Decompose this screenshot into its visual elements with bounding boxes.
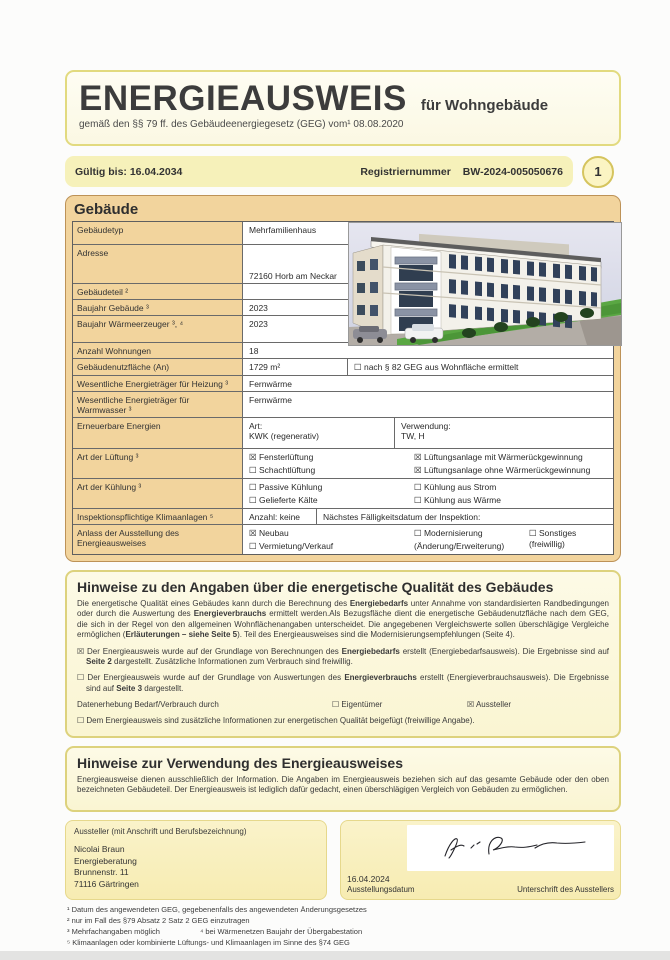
registration <box>360 166 563 178</box>
row-value: 2023 <box>249 319 268 329</box>
checkbox-aussteller: ☒ Aussteller <box>467 700 512 710</box>
quality-paragraph: Die energetische Qualität eines Gebäudes kann durch die Berechnung des Energiebedarfs unter Annahme von standardisierten Randbedingungen oder durch die Auswertung des Energieverbrauchs ermittelt werden.Als Bezugsfläche dient die energetische Gebäudenutzfläche nach dem GEG, die sich in der Regel von den allgemeinen Wohnflächenangaben unterscheidet. Die angegebenen Vergleichswerte sollen überschlägige Vergleiche ermöglichen (Erläuterungen – siehe Seite 5). Teil des Energieausweises sind die Modernisierungsempfehlungen (Seite 4). <box>77 599 610 640</box>
art-label: Art: <box>249 421 263 431</box>
row-label: Gebäudeteil ² <box>73 284 243 299</box>
document-header <box>65 70 621 146</box>
checkbox-verbrauchsausweis: ☐ Der Energieausweis wurde auf der Grundlage von Auswertungen des Energieverbrauchs erstellt (Energieverbrauchsausweis). Die Ergebnisse sind auf Seite 3 dargestellt. <box>77 673 609 693</box>
checkbox-schachtlueftung: ☐ Schachtlüftung <box>249 465 316 475</box>
usage-notes-section <box>65 746 621 813</box>
issuer-signature-box <box>340 820 621 900</box>
usage-notes-title: Hinweise zur Verwendung des Energieausweises <box>77 754 404 771</box>
wohnflaeche-checkbox: ☐ nach § 82 GEG aus Wohnfläche ermittelt <box>354 362 519 372</box>
table-row-energietraeger-heizung <box>73 375 613 391</box>
row-label: Art der Lüftung ³ <box>73 449 243 478</box>
checkbox-fensterlueftung: ☒ Fensterlüftung <box>249 452 314 462</box>
aircon-due-date: Nächstes Fälligkeitsdatum der Inspektion: <box>323 512 481 522</box>
data-collection-label: Datenerhebung Bedarf/Verbrauch durch <box>77 700 219 710</box>
checkbox-kuehlung-strom: ☐ Kühlung aus Strom <box>414 482 497 492</box>
validity-bar <box>65 156 573 187</box>
issuer-address <box>74 844 318 890</box>
checkbox-lueftung-mit-wrg: ☒ Lüftungsanlage mit Wärmerückgewinnung <box>414 452 583 462</box>
quality-notes-section <box>65 570 621 738</box>
issuer-address-box <box>65 820 327 900</box>
signature-label: Unterschrift des Ausstellers <box>517 885 614 895</box>
issuer-section <box>65 820 621 900</box>
row-label: Baujahr Wärmeerzeuger ³, ⁴ <box>73 316 243 342</box>
checkbox-eigentuemer: ☐ Eigentümer <box>332 700 383 710</box>
row-value: 72160 Horb am Neckar <box>249 271 337 281</box>
checkbox-neubau: ☒ Neubau <box>249 528 289 538</box>
document-subtitle: für Wohngebäude <box>420 97 549 114</box>
renewables-verwendung <box>395 418 613 448</box>
checkbox-gelieferte-kaelte: ☐ Gelieferte Kälte <box>249 495 318 505</box>
checkbox-kuehlung-waerme: ☐ Kühlung aus Wärme <box>414 495 501 505</box>
document-page <box>65 70 621 949</box>
row-label: Art der Kühlung ³ <box>73 479 243 508</box>
issuer-name: Nicolai Braun <box>74 844 125 855</box>
row-value: 18 <box>249 346 259 356</box>
footnotes <box>65 905 621 949</box>
checkbox-passive-kuehlung: ☐ Passive Kühlung <box>249 482 323 492</box>
use-label: Verwendung: <box>401 421 451 431</box>
footnote-3-4 <box>67 927 621 938</box>
row-label: Gebäudenutzfläche (An) <box>73 359 243 375</box>
page-number-badge <box>582 156 614 188</box>
footnote-2: ² nur im Fall des §79 Absatz 2 Satz 2 GEG einzutragen <box>67 916 250 926</box>
table-row-art-der-lueftung <box>73 448 613 478</box>
row-label: Erneuerbare Energien <box>73 418 243 448</box>
table-row-energietraeger-warmwasser <box>73 391 613 417</box>
table-row-gebaeudenutzflaeche <box>73 358 613 375</box>
checkbox-vermietung-verkauf: ☐ Vermietung/Verkauf <box>249 541 334 551</box>
row-value: Fernwärme <box>249 379 292 389</box>
table-row-erneuerbare-energien <box>73 417 613 448</box>
renewables-art <box>243 418 395 448</box>
aircon-count: Anzahl: keine <box>243 509 317 524</box>
art-value: KWK (regenerativ) <box>249 431 319 441</box>
quality-notes-title: Hinweise zu den Angaben über die energetische Qualität des Gebäudes <box>77 579 554 595</box>
footnote-1: ¹ Datum des angewendeten GEG, gegebenenfalls des angewendeten Änderungsgesetzes <box>67 905 367 915</box>
valid-until-label: Gültig bis: <box>75 165 127 178</box>
row-label: Anlass der Ausstellung des Energieausweises <box>73 525 243 554</box>
document-title: ENERGIEAUSWEIS <box>79 79 407 118</box>
issuer-label: Aussteller (mit Anschrift und Berufsbezeichnung) <box>74 827 247 837</box>
signature-area <box>407 825 614 871</box>
table-row-art-der-kuehlung <box>73 478 613 508</box>
footnote-3: ³ Mehrfachangaben möglich <box>67 927 160 937</box>
issuer-company: Energieberatung <box>74 855 137 866</box>
table-row-klimaanlagen <box>73 508 613 524</box>
signature-footer <box>347 874 614 894</box>
row-label: Wesentliche Energieträger für Warmwasser ³ <box>73 392 243 417</box>
row-label: Gebäudetyp <box>73 222 243 244</box>
signature-image <box>431 830 591 866</box>
law-reference: gemäß den §§ 79 ff. des Gebäudeenergiegesetz (GEG) vom¹ 08.08.2020 <box>79 119 404 130</box>
checkbox-zusatzinfo: ☐ Dem Energieausweis sind zusätzliche Informationen zur energetischen Qualität beigefügt (freiwillige Angabe). <box>77 716 475 726</box>
row-value: Mehrfamilienhaus <box>249 225 317 235</box>
issuer-city: 71116 Gärtringen <box>74 878 139 889</box>
use-value: TW, H <box>401 431 425 441</box>
footnote-4: ⁴ bei Wärmenetzen Baujahr der Übergabestation <box>200 927 363 937</box>
registration-number: BW-2024-005050676 <box>462 165 563 178</box>
issue-date: 16.04.2024 <box>347 874 390 885</box>
row-label: Inspektionspflichtige Klimaanlagen ⁵ <box>73 509 243 524</box>
row-value: 1729 m² <box>243 359 348 375</box>
scan-page-edge <box>0 951 670 960</box>
checkbox-bedarfsausweis: ☒ Der Energieausweis wurde auf der Grundlage von Berechnungen des Energiebedarfs erstellt (Energiebedarfsausweis). Die Ergebnisse sind auf Seite 2 dargestellt. Zusätzliche Informationen zum Verbrauch sind freiwillig. <box>77 646 609 666</box>
row-label: Adresse <box>73 245 243 283</box>
checkbox-sonstiges: ☐ Sonstiges (freiwillig) <box>529 528 577 549</box>
checkbox-modernisierung: ☐ Modernisierung <box>414 528 483 538</box>
row-label: Wesentliche Energieträger für Heizung ³ <box>73 376 243 391</box>
usage-paragraph: Energieausweise dienen ausschließlich der Information. Die Angaben im Energieausweis beziehen sich auf das gesamte Gebäude oder den oben bezeichneten Gebäudeteil. Der Energieausweis ist lediglich dafür gedacht, einen überschlägigen Vergleich von Gebäuden zu ermöglichen. <box>77 774 609 794</box>
footnote-5: ⁵ Klimaanlagen oder kombinierte Lüftungs- und Klimaanlagen im Sinne des §74 GEG <box>67 937 350 947</box>
issuer-street: Brunnenstr. 11 <box>74 867 129 878</box>
row-value: 2023 <box>249 303 268 313</box>
table-row-anlass <box>73 524 613 554</box>
issue-date-label: Ausstellungsdatum <box>347 885 415 895</box>
row-label: Anzahl Wohnungen <box>73 343 243 358</box>
valid-until <box>75 166 182 178</box>
page-number: 1 <box>594 164 602 179</box>
data-collection-row <box>77 700 609 709</box>
modernisierung-subtext: (Änderung/Erweiterung) <box>414 541 505 551</box>
building-section <box>65 195 621 562</box>
checkbox-lueftung-ohne-wrg: ☒ Lüftungsanlage ohne Wärmerückgewinnung <box>414 465 591 475</box>
row-value: Fernwärme <box>249 395 292 405</box>
validity-row <box>65 156 621 187</box>
building-section-title: Gebäude <box>74 201 139 218</box>
row-label: Baujahr Gebäude ³ <box>73 300 243 315</box>
building-photo <box>348 222 622 346</box>
valid-until-date: 16.04.2034 <box>129 165 183 178</box>
registration-label: Registriernummer <box>360 165 451 178</box>
